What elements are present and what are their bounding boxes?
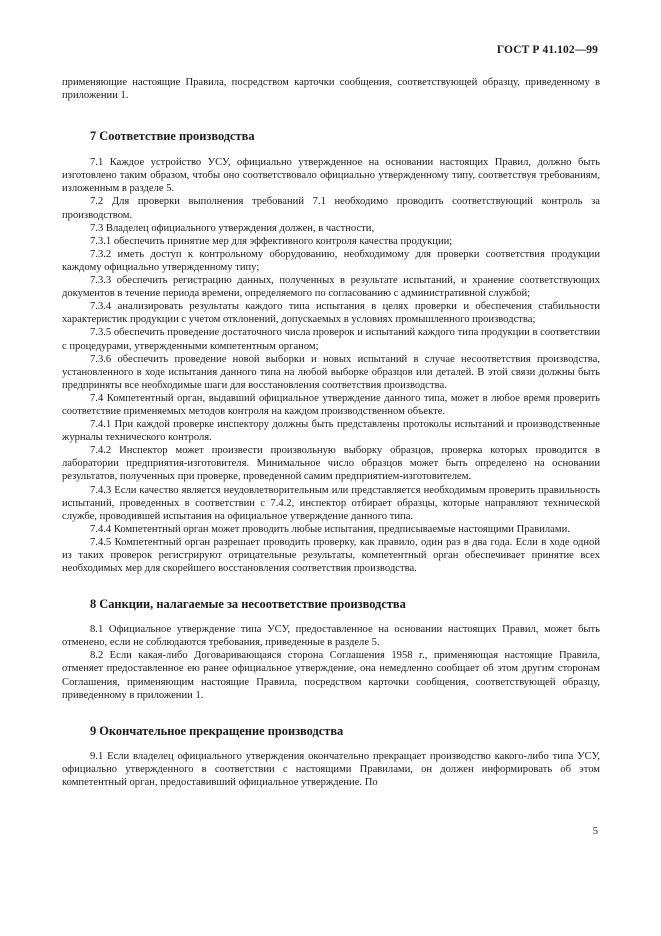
paragraph-7-3-5: 7.3.5 обеспечить проведение достаточного числа проверок и испытаний каждого типа продукции в соответствии с процедурами, утвержденными компетентным органом; [62,327,600,352]
section-9-heading: 9 Окончательное прекращение производства [90,723,344,738]
paragraph-7-3-6: 7.3.6 обеспечить проведение новой выборки и новых испытаний в случае несоответствия производства, установленного в ходе испытания данного типа на любой выборке образцов или деталей. В этой связи должны быть предприняты все необходимые шаги для восстановления соответствия производства. [62,353,600,391]
paragraph-7-3-2: 7.3.2 иметь доступ к контрольному оборудованию, необходимому для проверки соответствия продукции каждому официально утвержденному типу; [62,248,600,273]
page-number: 5 [592,826,598,837]
paragraph-7-4-5: 7.4.5 Компетентный орган разрешает проводить проверку, как правило, один раз в два года. Если в ходе одной из таких проверок регистрируют отрицательные результаты, компетентный орган обеспечивает принятие всех необходимых мер для скорейшего восстановления соответствия производства. [62,536,600,575]
paragraph-7-4-3: 7.4.3 Если качество является неудовлетворительным или представляется необходимым проверить правильность испытаний, проведенных в соответствии с 7.4.2, инспектор отбирает образцы, которые направляют технической службе, проводившей испытания на официальное утверждение данного типа. [62,484,600,522]
paragraph-9-1: 9.1 Если владелец официального утверждения окончательно прекращает производство какого-либо типа УСУ, официально утвержденного в соответствии с настоящими Правилами, он должен информировать об этом компетентный орган, предоставивший официальное утверждение. По [62,750,600,788]
section-8-heading: 8 Санкции, налагаемые за несоответствие производства [90,597,406,612]
paragraph-7-4-1: 7.4.1 При каждой проверке инспектору должны быть представлены протоколы испытаний и производственные журналы технического контроля. [62,419,600,444]
paragraph-8-1: 8.1 Официальное утверждение типа УСУ, предоставленное на основании настоящих Правил, может быть отменено, если не соблюдаются требования, приведенные в разделе 5. [62,624,600,649]
paragraph-7-3: 7.3 Владелец официального утверждения должен, в частности, [90,222,375,234]
page-content [62,76,600,789]
paragraph-7-1: 7.1 Каждое устройство УСУ, официально утвержденное на основании настоящих Правил, должно быть изготовлено таким образом, чтобы оно соответствовало официально утвержденному типу, соответствуя требованиям, изложенным в разделе 5. [62,157,600,195]
intro-paragraph: применяющие настоящие Правила, посредством карточки сообщения, соответствующей образцу, приведенному в приложении 1. [62,77,600,102]
paragraph-7-3-1: 7.3.1 обеспечить принятие мер для эффективного контроля качества продукции; [90,235,453,247]
paragraph-7-2: 7.2 Для проверки выполнения требований 7.1 необходимо проводить соответствующий контроль за производством. [62,196,600,221]
paragraph-7-4: 7.4 Компетентный орган, выдавший официальное утверждение данного типа, может в любое время проверить соответствие применяемых методов контроля на каждом производственном объекте. [62,392,600,417]
paragraph-7-3-3: 7.3.3 обеспечить регистрацию данных, полученных в результате испытаний, и хранение соответствующих документов в течение периода времени, определяемого по согласованию с административной службой; [62,275,600,300]
paragraph-7-3-4: 7.3.4 анализировать результаты каждого типа испытания в целях проверки и обеспечения стабильности характеристик продукции с учетом отклонений, допускаемых в условиях промышленного производства; [62,301,600,326]
document-code: ГОСТ Р 41.102—99 [496,44,598,56]
section-7-heading: 7 Соответствие производства [90,129,255,144]
paragraph-7-4-4: 7.4.4 Компетентный орган может проводить любые испытания, предписываемые настоящими Правилами. [90,523,570,535]
paragraph-8-2: 8.2 Если какая-либо Договаривающаяся сторона Соглашения 1958 г., применяющая настоящие Правила, отменяет предоставленное ею ранее официальное утверждение, она немедленно сообщает об этом другим сторонам Соглашения, применяющим настоящие Правила, посредством карточки сообщения, соответствующей образцу, приведенному в приложении 1. [62,650,600,701]
paragraph-7-4-2: 7.4.2 Инспектор может произвести произвольную выборку образцов, проверка которых проводится в лаборатории предприятия-изготовителя. Минимальное число образцов может быть определено на основании результатов, полученных при проверке, проведенной самим предприятием-изготовителем. [62,445,600,483]
